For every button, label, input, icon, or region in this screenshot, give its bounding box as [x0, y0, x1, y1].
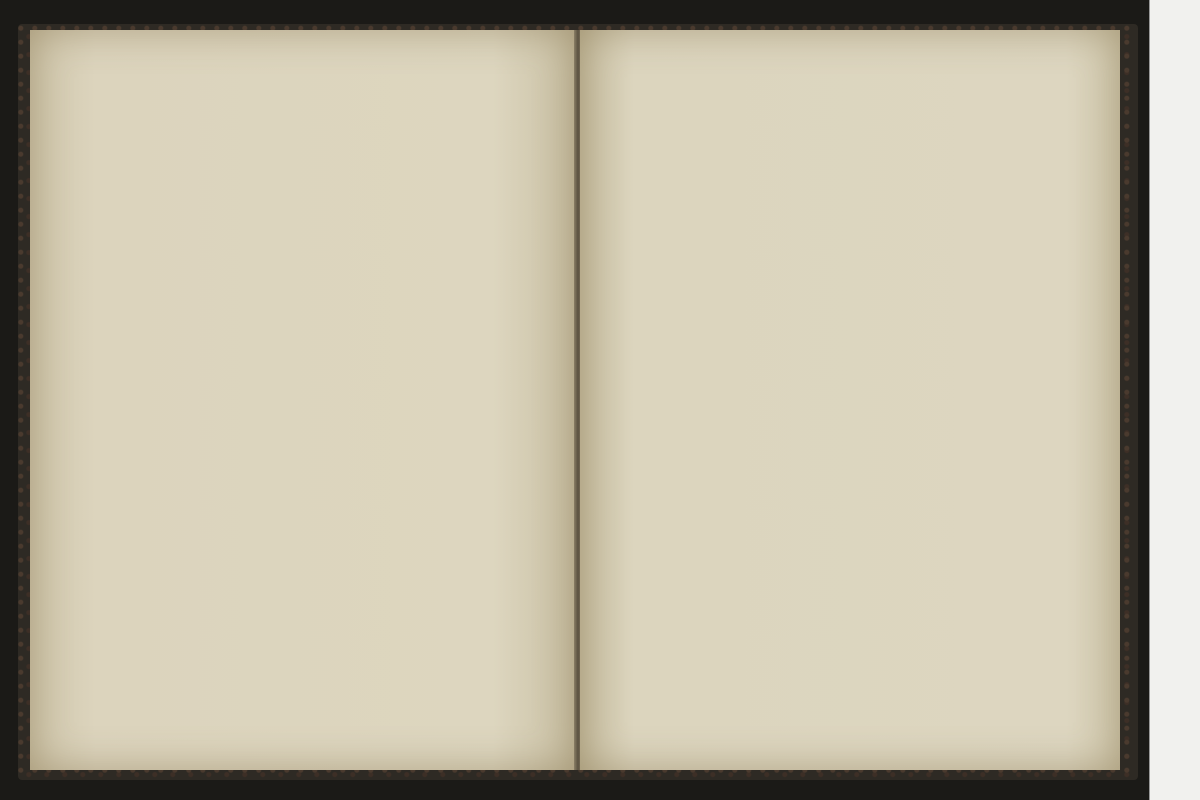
music-example-7 [624, 548, 774, 586]
right-page [580, 30, 1120, 770]
staff-notation [170, 406, 538, 444]
staff-notation [624, 666, 752, 702]
staff-notation [624, 478, 992, 506]
measurement-ruler [1149, 0, 1200, 800]
music-example-8 [624, 666, 752, 702]
music-example-3 [170, 552, 538, 592]
staff-notation [624, 548, 774, 586]
music-example-2 [170, 406, 538, 444]
staff-notation [624, 176, 736, 220]
staff-notation [170, 328, 538, 370]
music-example-1 [170, 328, 538, 370]
music-example-4 [624, 176, 736, 220]
staff-notation [624, 366, 698, 406]
left-page [30, 30, 575, 770]
music-example-5 [624, 366, 698, 406]
music-example-6 [624, 478, 992, 506]
ruler-scale [1150, 0, 1200, 800]
staff-notation [170, 552, 538, 592]
